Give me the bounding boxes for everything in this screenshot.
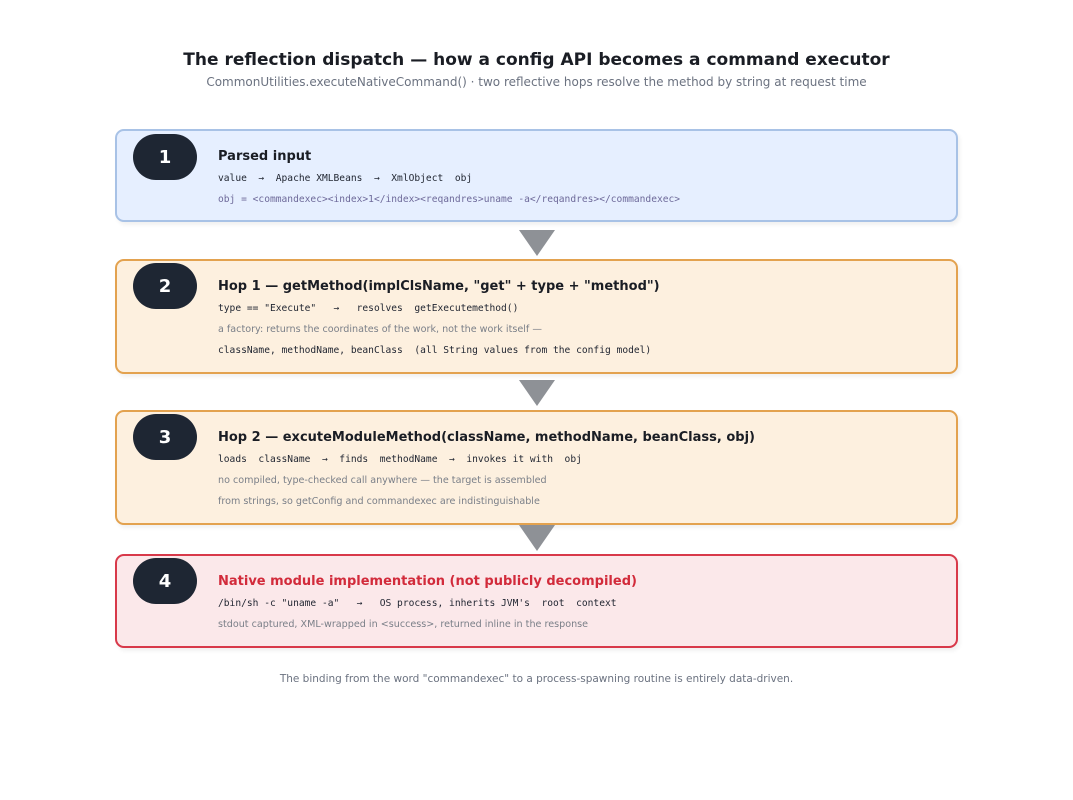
step-heading: Native module implementation (not publicly decompiled) [218,574,637,589]
step-code-line: loads className → finds methodName → invokes it with obj [218,454,582,465]
step-note: stdout captured, XML-wrapped in <success>, returned inline in the response [218,619,589,630]
step-heading: Parsed input [218,149,312,164]
step-3-hop-2 [115,410,958,525]
step-2-hop-1 [115,259,958,374]
step-note: from strings, so getConfig and commandexec are indistinguishable [218,496,540,507]
step-number-badge: 4 [133,558,197,604]
flow-arrow-icon [519,230,555,256]
step-1-parsed-input [115,129,958,222]
step-code-line: type == "Execute" → resolves getExecutemethod() [218,303,519,314]
step-number-badge: 1 [133,134,197,180]
step-code-line: value → Apache XMLBeans → XmlObject obj [218,173,473,184]
step-note: no compiled, type-checked call anywhere — the target is assembled [218,475,547,486]
step-heading: Hop 1 — getMethod(implClsName, "get" + type + "method") [218,279,660,294]
step-4-native-module [115,554,958,648]
flow-arrow-icon [519,380,555,406]
step-number-badge: 2 [133,263,197,309]
step-code-line: className, methodName, beanClass (all String values from the config model) [218,345,652,356]
diagram-footnote: The binding from the word "commandexec" to a process-spawning routine is entirely data-driven. [279,673,794,685]
diagram-subtitle: CommonUtilities.executeNativeCommand() · two reflective hops resolve the method by string at request time [206,75,867,89]
step-code-line: /bin/sh -c "uname -a" → OS process, inherits JVM's root context [218,598,617,609]
diagram-title: The reflection dispatch — how a config API becomes a command executor [183,50,890,70]
flow-arrow-icon [519,525,555,551]
step-code-line: obj = <commandexec><index>1</index><reqandres>uname -a</reqandres></commandexec> [218,194,681,205]
step-number-badge: 3 [133,414,197,460]
step-heading: Hop 2 — excuteModuleMethod(className, methodName, beanClass, obj) [218,430,755,445]
step-note: a factory: returns the coordinates of the work, not the work itself — [218,324,542,335]
